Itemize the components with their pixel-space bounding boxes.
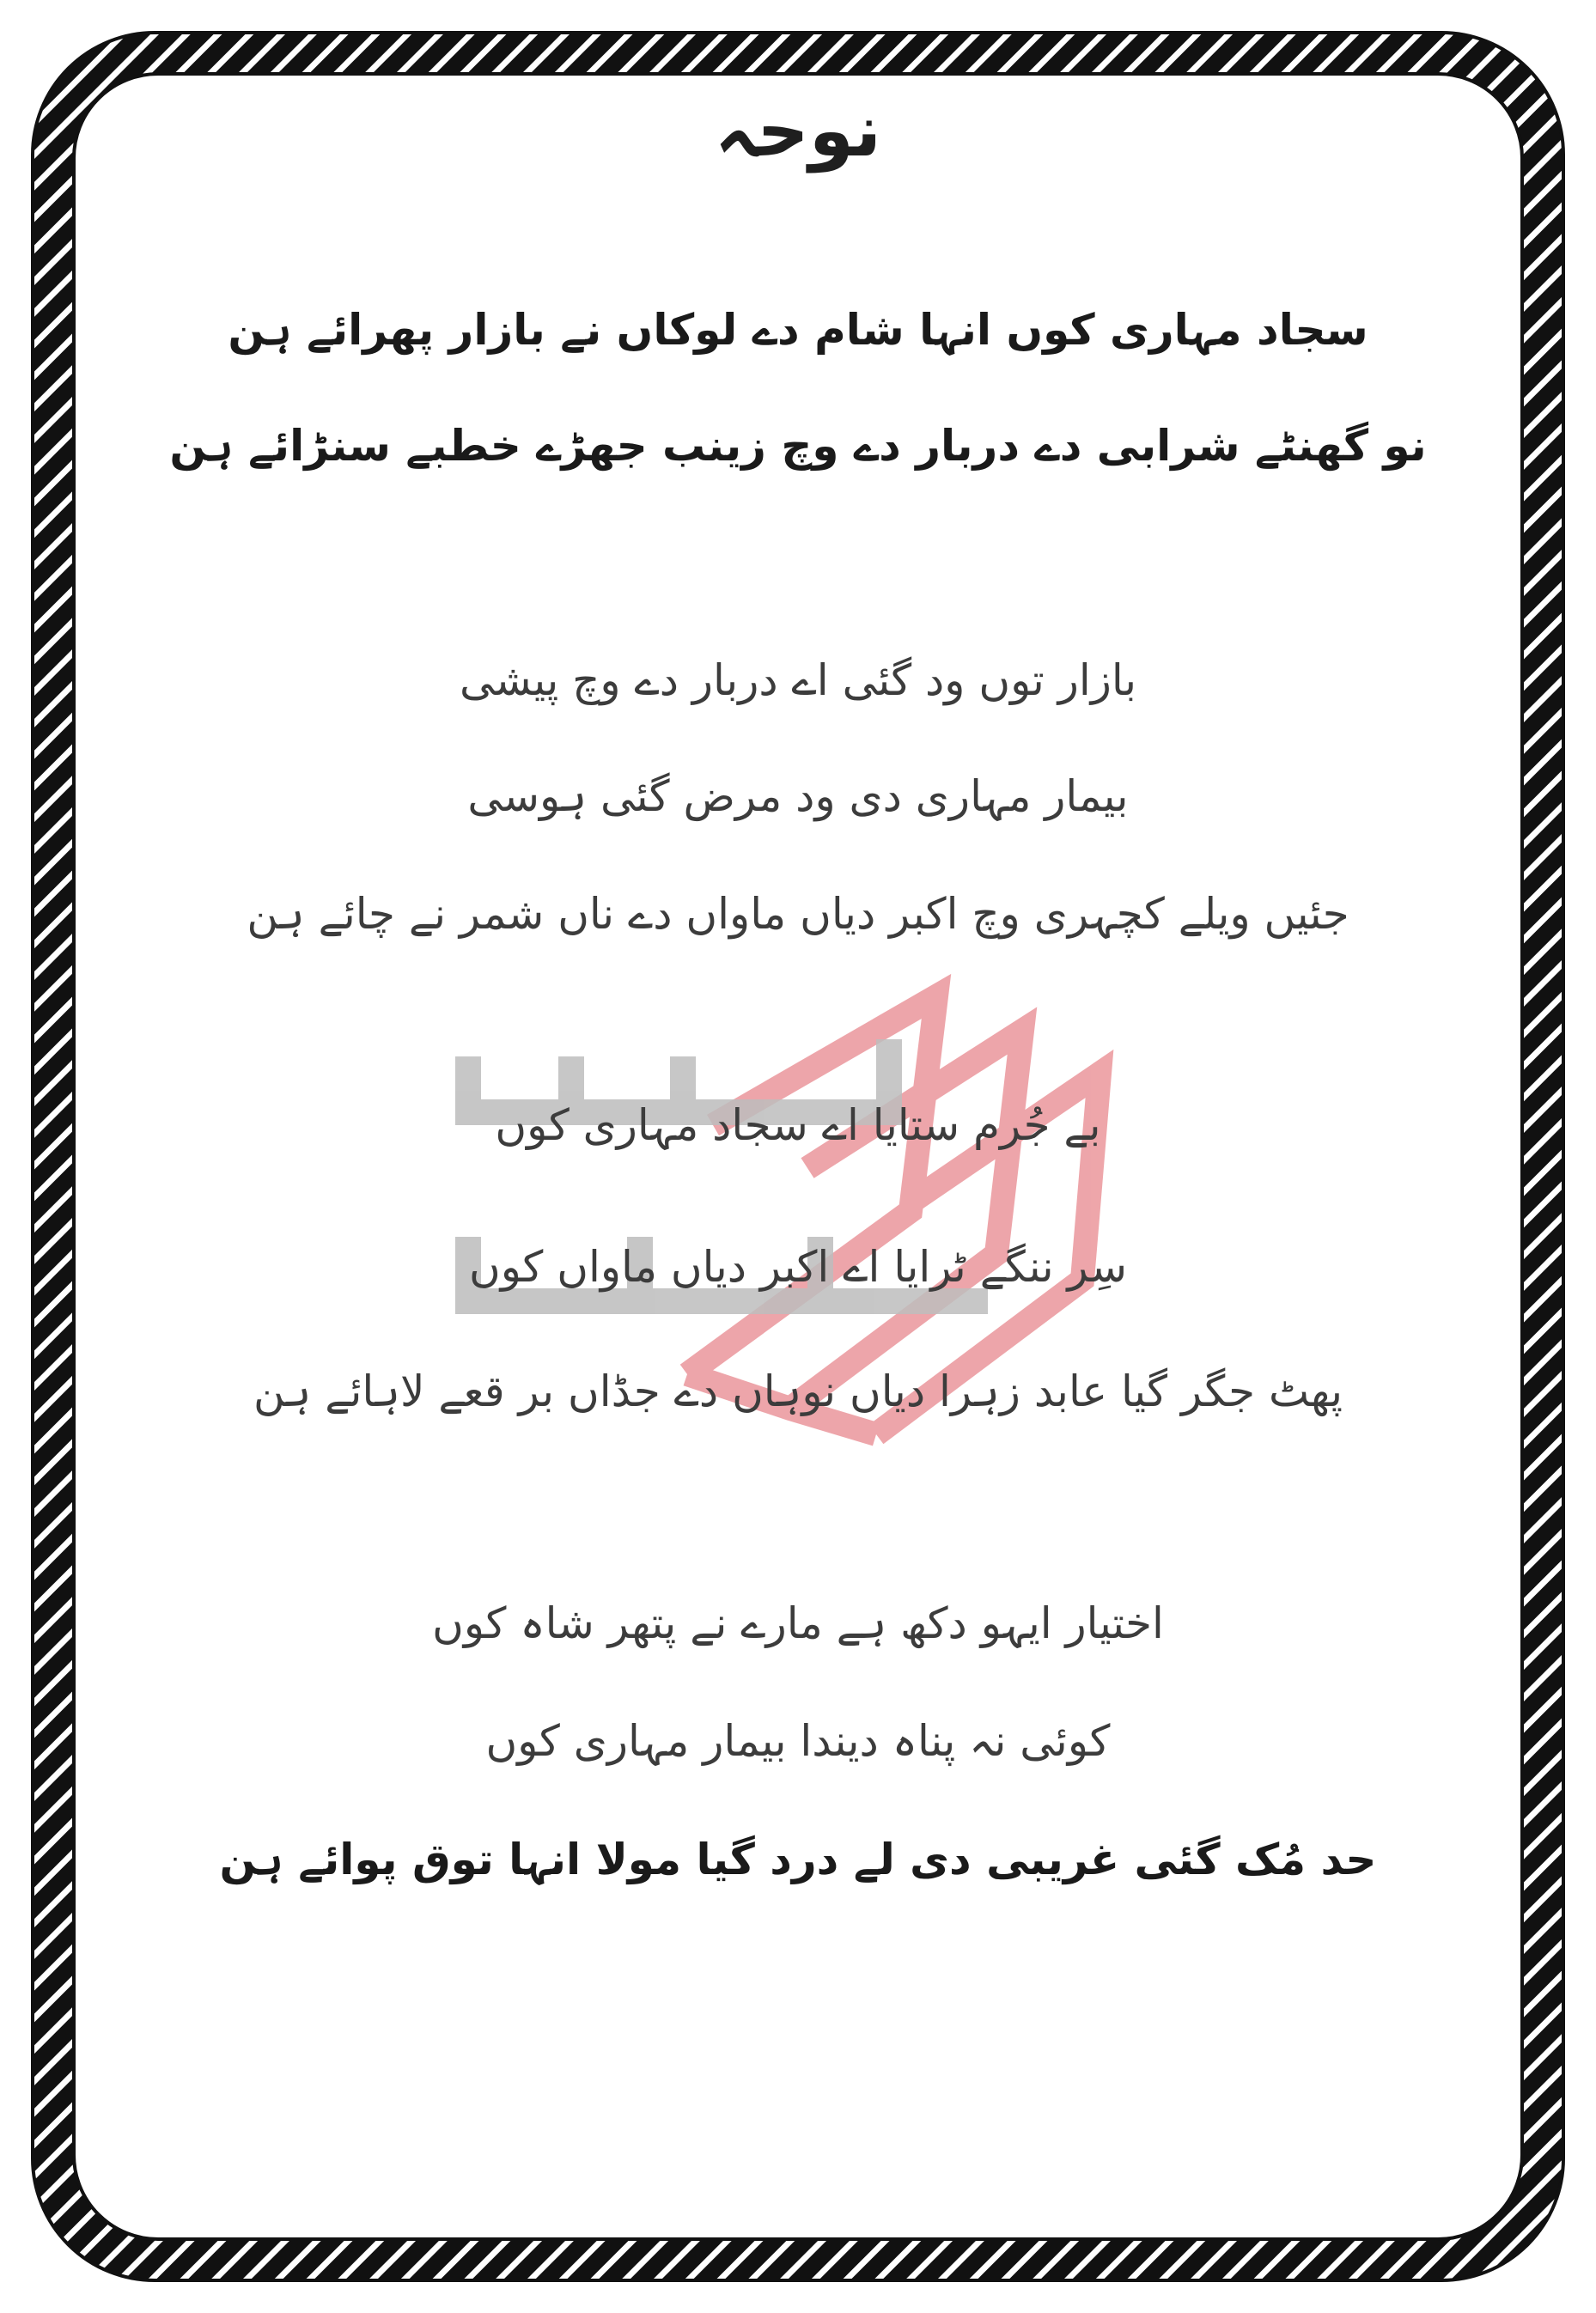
verse-line: بے جُرم ستایا اے سجاد مہاری کوں xyxy=(495,1100,1101,1150)
verse-line: بازار توں ود گئی اے دربار دے وچ پیشی xyxy=(459,655,1137,705)
verse-line: اختیار ایہو دکھ ہے مارے نے پتھر شاہ کوں xyxy=(432,1598,1164,1648)
verse-line: حد مُک گئی غریبی دی لے درد گیا مولا انہا توق پوائے ہن xyxy=(219,1835,1377,1884)
verse-line: سجاد مہاری کوں انہا شام دے لوکاں نے بازار پھرائے ہن xyxy=(228,305,1368,355)
page-title: نوحہ xyxy=(715,88,881,173)
verse-line: سِر ننگے ٹرایا اے اکبر دیاں ماواں کوں xyxy=(468,1242,1127,1292)
verse-line: کوئی نہ پناہ دیندا بیمار مہاری کوں xyxy=(485,1716,1111,1766)
verse-line: بیمار مہاری دی ود مرض گئی ہوسی xyxy=(467,771,1129,821)
verse-line: نو گھنٹے شرابی دے دربار دے وچ زینب جھڑے خطبے سنڑائے ہن xyxy=(169,421,1427,471)
verse-line: پھٹ جگر گیا عابد زہرا دیاں نوہاں دے جڈاں بر قعے لاہائے ہن xyxy=(253,1366,1343,1416)
verse-line: جئیں ویلے کچہری وچ اکبر دیاں ماواں دے ناں شمر نے چائے ہن xyxy=(247,889,1349,939)
